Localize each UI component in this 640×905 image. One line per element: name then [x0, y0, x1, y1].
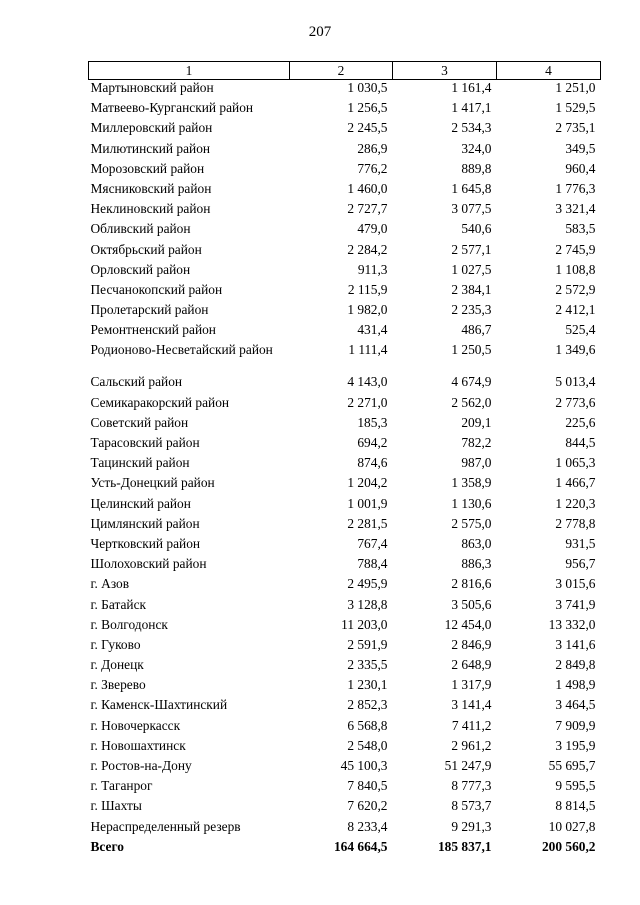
row-value-col2: 911,3: [357, 261, 388, 277]
row-value-col4: 8 814,5: [555, 798, 596, 814]
row-value-col4: 1 529,5: [555, 100, 596, 116]
row-value-col2: 431,4: [357, 322, 388, 338]
table-row: [89, 80, 601, 101]
row-value-col3: 1 130,6: [451, 495, 492, 511]
row-value-col3: 3 077,5: [451, 201, 492, 217]
row-value-col3: 8 777,3: [451, 778, 492, 794]
row-value-col3: 185 837,1: [437, 838, 492, 854]
row-name-cell: г. Новочеркасск: [90, 717, 181, 733]
table-row: [89, 141, 601, 161]
row-value-col4: 5 013,4: [555, 374, 596, 390]
row-value-col4: 931,5: [565, 535, 596, 551]
row-value-col2: 479,0: [357, 221, 388, 237]
budget-table: [88, 61, 601, 859]
table-row: [89, 322, 601, 342]
table-row: [89, 395, 601, 415]
row-value-col4: 1 220,3: [555, 495, 596, 511]
row-value-col3: 1 417,1: [451, 100, 492, 116]
row-name-cell: Цимлянский район: [90, 515, 200, 531]
row-value-col2: 2 335,5: [347, 657, 388, 673]
row-value-col3: 8 573,7: [451, 798, 492, 814]
row-name-cell: Советский район: [90, 414, 189, 430]
row-name-cell: Шолоховский район: [90, 556, 207, 572]
row-name-cell: Тарасовский район: [90, 435, 200, 450]
row-value-col2: 7 840,5: [347, 778, 388, 794]
row-value-col2: 2 852,3: [347, 697, 388, 713]
row-value-col2: 776,2: [357, 160, 388, 176]
row-value-col3: 2 575,0: [451, 515, 492, 531]
row-value-col2: 2 727,7: [347, 201, 388, 217]
row-value-col2: 2 591,9: [347, 636, 388, 652]
row-value-col4: 3 321,4: [555, 201, 596, 217]
row-value-col4: 3 464,5: [555, 697, 596, 713]
row-value-col3: 1 027,5: [451, 261, 492, 277]
table-row: [89, 738, 601, 758]
row-value-col3: 2 648,9: [451, 657, 492, 673]
row-value-col3: 2 961,2: [451, 737, 492, 753]
row-name-cell: Октябрьский район: [90, 241, 202, 257]
table-row: [89, 435, 601, 455]
row-name-cell: Нераспределенный резерв: [90, 818, 241, 834]
row-value-col3: 9 291,3: [451, 818, 492, 834]
row-value-col4: 1 498,9: [555, 677, 596, 693]
row-value-col4: 960,4: [565, 160, 596, 176]
table-row: [89, 161, 601, 181]
column-header-3: 3: [393, 62, 497, 80]
row-name-cell: Морозовский район: [90, 160, 205, 176]
row-value-col3: 2 562,0: [451, 394, 492, 410]
table-row: [89, 718, 601, 738]
row-value-col3: 987,0: [461, 455, 492, 471]
row-value-col3: 1 161,4: [451, 80, 492, 95]
row-value-col4: 525,4: [565, 322, 596, 338]
table-row: [89, 374, 601, 394]
row-value-col4: 844,5: [565, 435, 596, 450]
column-header-4: 4: [497, 62, 601, 80]
row-value-col4: 7 909,9: [555, 717, 596, 733]
row-value-col3: 209,1: [461, 414, 492, 430]
row-value-col2: 694,2: [357, 435, 388, 450]
row-name-cell: Орловский район: [90, 261, 191, 277]
row-value-col2: 4 143,0: [347, 374, 388, 390]
table-row: [89, 181, 601, 201]
row-value-col4: 1 349,6: [555, 342, 596, 358]
row-value-col4: 2 735,1: [555, 120, 596, 136]
row-value-col4: 2 773,6: [555, 394, 596, 410]
row-value-col4: 1 251,0: [555, 80, 596, 95]
row-name-cell: Пролетарский район: [90, 302, 209, 318]
row-name-cell: Матвеево-Курганский район: [90, 100, 254, 116]
row-value-col2: 185,3: [357, 414, 388, 430]
row-value-col2: 8 233,4: [347, 818, 388, 834]
row-value-col3: 4 674,9: [451, 374, 492, 390]
row-value-col3: 2 534,3: [451, 120, 492, 136]
row-value-col3: 889,8: [461, 160, 492, 176]
row-value-col3: 7 411,2: [451, 717, 492, 733]
table-row: [89, 100, 601, 120]
table-row: [89, 576, 601, 596]
row-name-cell: Родионово-Несветайский район: [90, 342, 273, 358]
row-value-col4: 2 778,8: [555, 515, 596, 531]
row-name-cell: г. Каменск-Шахтинский: [90, 697, 228, 713]
table-row: [89, 201, 601, 221]
table-row: [89, 516, 601, 536]
table-row: [89, 798, 601, 818]
row-value-col3: 2 235,3: [451, 302, 492, 318]
row-name-cell: г. Зверево: [90, 677, 146, 693]
row-name-cell: Ремонтненский район: [90, 322, 216, 338]
row-value-col2: 1 230,1: [347, 677, 388, 693]
table-row: [89, 120, 601, 140]
row-name-cell: Миллеровский район: [90, 120, 213, 136]
row-value-col4: 349,5: [565, 140, 596, 156]
row-name-cell: Целинский район: [90, 495, 191, 511]
row-value-col2: 2 115,9: [347, 281, 388, 297]
row-name-cell: г. Батайск: [90, 596, 147, 612]
row-value-col3: 3 505,6: [451, 596, 492, 612]
row-value-col2: 1 256,5: [347, 100, 388, 116]
row-value-col4: 3 015,6: [555, 576, 596, 592]
row-value-col2: 1 030,5: [347, 80, 388, 95]
row-value-col2: 1 204,2: [347, 475, 388, 491]
row-name-cell: Мясниковский район: [90, 180, 212, 196]
row-name-cell: Сальский район: [90, 374, 183, 390]
table-row: [89, 637, 601, 657]
table-row: [89, 778, 601, 798]
row-value-col3: 540,6: [461, 221, 492, 237]
row-value-col4: 2 572,9: [555, 281, 596, 297]
row-value-col4: 956,7: [565, 556, 596, 572]
row-value-col3: 324,0: [461, 140, 492, 156]
row-value-col3: 3 141,4: [451, 697, 492, 713]
row-value-col3: 1 645,8: [451, 180, 492, 196]
row-name-cell: г. Волгодонск: [90, 616, 168, 632]
table-row: [89, 342, 601, 374]
row-name-cell: Тацинский район: [90, 455, 190, 471]
row-value-col2: 2 281,5: [347, 515, 388, 531]
total-row: [89, 839, 601, 859]
row-value-col4: 1 108,8: [555, 261, 596, 277]
row-value-col2: 874,6: [357, 455, 388, 471]
table-row: [89, 536, 601, 556]
row-name-cell: Неклиновский район: [90, 201, 211, 217]
row-value-col3: 2 816,6: [451, 576, 492, 592]
row-value-col3: 2 846,9: [451, 636, 492, 652]
row-value-col2: 1 001,9: [347, 495, 388, 511]
row-value-col2: 3 128,8: [347, 596, 388, 612]
row-value-col2: 11 203,0: [341, 616, 388, 632]
row-name-cell: Чертковский район: [90, 535, 201, 551]
row-value-col2: 2 271,0: [347, 394, 388, 410]
row-value-col3: 1 317,9: [451, 677, 492, 693]
row-name-cell: Мартыновский район: [90, 80, 214, 95]
row-value-col2: 2 245,5: [347, 120, 388, 136]
table-row: [89, 677, 601, 697]
row-value-col3: 1 358,9: [451, 475, 492, 491]
row-value-col4: 3 195,9: [555, 737, 596, 753]
table-body: [89, 80, 601, 859]
row-value-col4: 9 595,5: [555, 778, 596, 794]
table-row: [89, 758, 601, 778]
table-row: [89, 819, 601, 839]
table-row: [89, 282, 601, 302]
header-row: [89, 62, 601, 80]
row-name-cell: Обливский район: [90, 221, 191, 237]
table-row: [89, 556, 601, 576]
row-value-col4: 2 849,8: [555, 657, 596, 673]
row-value-col4: 3 741,9: [555, 596, 596, 612]
table-row: [89, 455, 601, 475]
row-value-col4: 55 695,7: [548, 758, 596, 773]
table-row: [89, 262, 601, 282]
row-value-col2: 788,4: [357, 556, 388, 572]
row-value-col3: 51 247,9: [444, 758, 492, 773]
row-value-col2: 2 495,9: [347, 576, 388, 592]
row-value-col2: 767,4: [357, 535, 388, 551]
row-value-col2: 45 100,3: [340, 758, 388, 773]
row-value-col4: 200 560,2: [541, 838, 596, 854]
row-value-col4: 225,6: [565, 414, 596, 430]
table-row: [89, 617, 601, 637]
row-value-col3: 2 384,1: [451, 281, 492, 297]
row-value-col2: 286,9: [357, 140, 388, 156]
row-value-col4: 2 745,9: [555, 241, 596, 257]
row-value-col3: 782,2: [461, 435, 492, 450]
row-value-col3: 12 454,0: [444, 616, 492, 632]
row-value-col2: 164 664,5: [333, 838, 388, 854]
table-row: [89, 302, 601, 322]
row-value-col4: 1 776,3: [555, 180, 596, 196]
table-header: [89, 62, 601, 80]
row-name-cell: г. Гуково: [90, 636, 141, 652]
table-row: [89, 597, 601, 617]
row-value-col2: 1 460,0: [347, 180, 388, 196]
table-row: [89, 697, 601, 717]
row-name-cell: г. Ростов-на-Дону: [90, 758, 192, 773]
row-name-cell: Милютинский район: [90, 140, 211, 156]
row-name-cell: г. Азов: [90, 576, 130, 592]
row-value-col4: 3 141,6: [555, 636, 596, 652]
row-value-col2: 1 111,4: [348, 342, 388, 358]
column-header-1: 1: [89, 62, 290, 80]
row-value-col2: 2 548,0: [347, 737, 388, 753]
table-row: [89, 221, 601, 241]
row-value-col4: 13 332,0: [548, 616, 596, 632]
table-row: [89, 657, 601, 677]
row-name-cell: Всего: [90, 838, 124, 854]
row-name-cell: г. Таганрог: [90, 778, 153, 794]
row-name-cell: Семикаракорский район: [90, 394, 230, 410]
row-value-col4: 2 412,1: [555, 302, 596, 318]
table-row: [89, 496, 601, 516]
table-row: [89, 475, 601, 495]
table-row: [89, 242, 601, 262]
row-name-cell: Песчанокопский район: [90, 281, 223, 297]
row-value-col4: 1 065,3: [555, 455, 596, 471]
row-value-col2: 2 284,2: [347, 241, 388, 257]
row-name-cell: г. Донецк: [90, 657, 144, 673]
row-value-col3: 1 250,5: [451, 342, 492, 358]
column-header-2: 2: [290, 62, 393, 80]
row-value-col3: 2 577,1: [451, 241, 492, 257]
row-value-col3: 863,0: [461, 535, 492, 551]
row-value-col4: 1 466,7: [555, 475, 596, 491]
row-value-col2: 1 982,0: [347, 302, 388, 318]
row-value-col2: 7 620,2: [347, 798, 388, 814]
row-value-col3: 486,7: [461, 322, 492, 338]
row-name-cell: Усть-Донецкий район: [90, 475, 215, 491]
row-value-col4: 583,5: [565, 221, 596, 237]
page-number: 207: [308, 24, 332, 40]
row-value-col2: 6 568,8: [347, 717, 388, 733]
row-name-cell: г. Новошахтинск: [90, 737, 186, 753]
row-value-col4: 10 027,8: [548, 818, 596, 834]
row-name-cell: г. Шахты: [90, 798, 142, 814]
row-value-col3: 886,3: [461, 556, 492, 572]
table-row: [89, 415, 601, 435]
